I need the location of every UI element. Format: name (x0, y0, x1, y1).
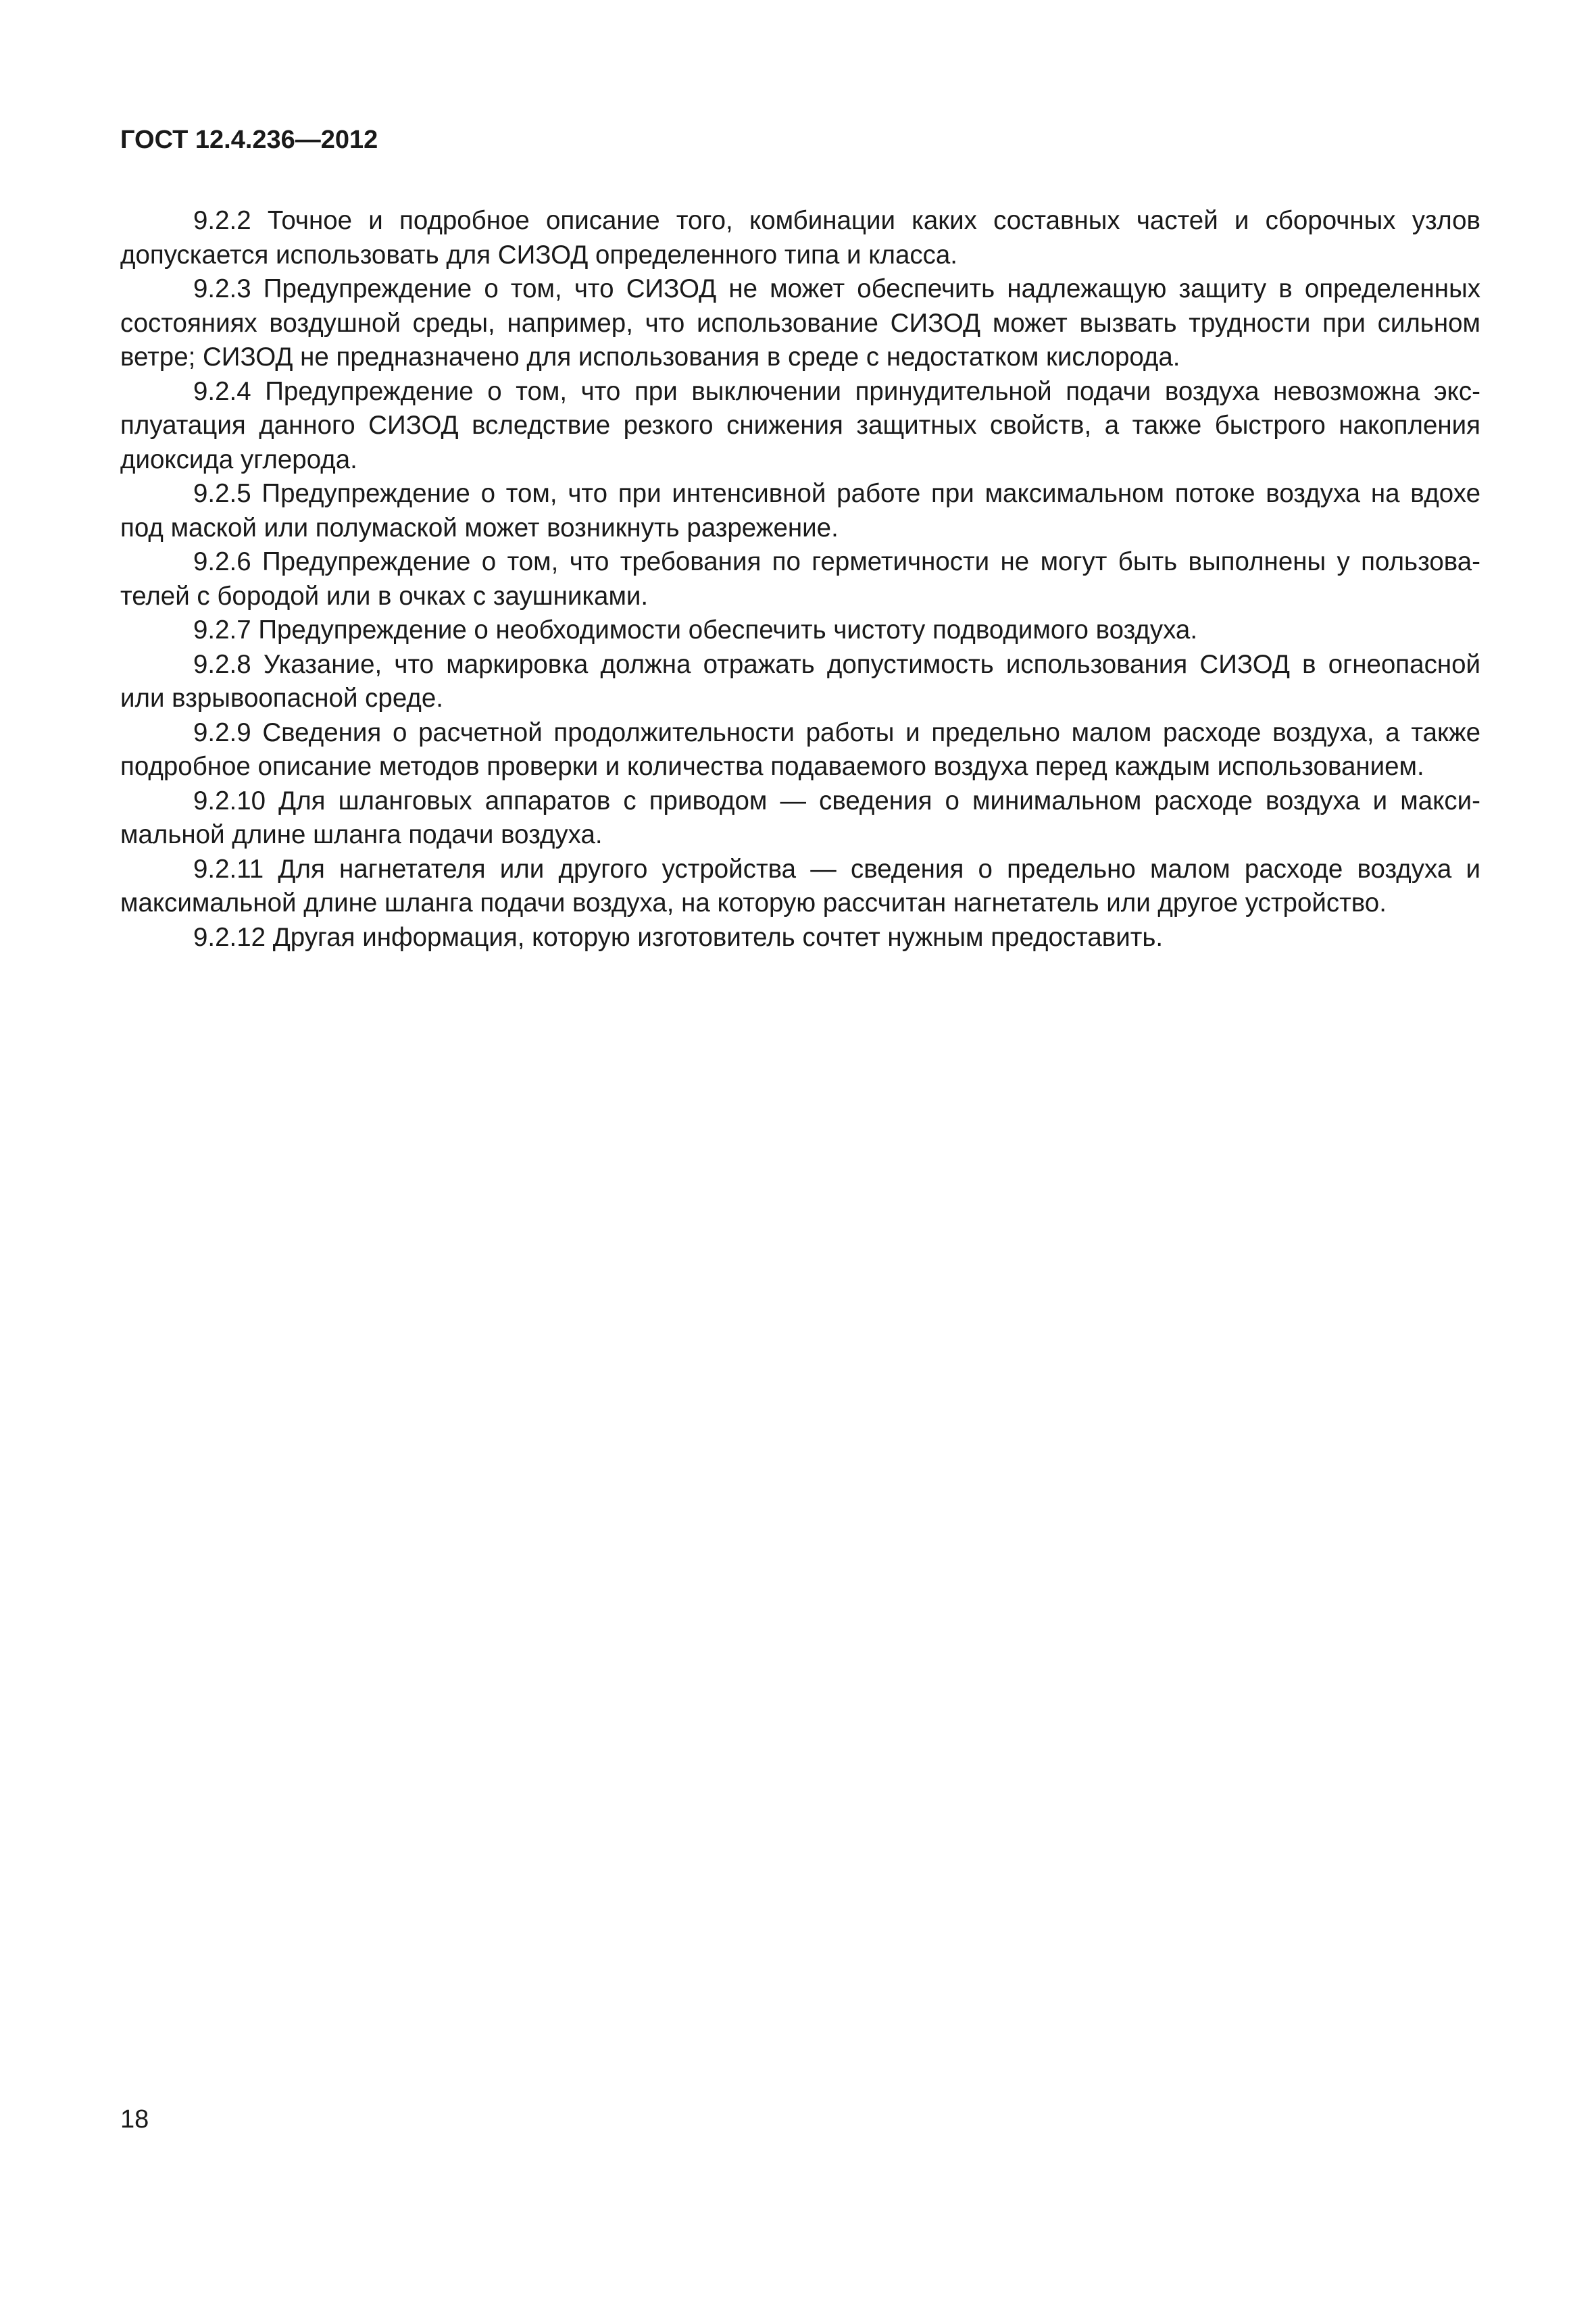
paragraph-9-2-8: 9.2.8 Указание, что маркировка должна отражать допустимость использования СИЗОД в огнеопасной или взрывоопасной среде. (120, 649, 1480, 713)
paragraph-9-2-7: 9.2.7 Предупреждение о необходимости обеспечить чистоту подводимого воздуха. (193, 615, 1198, 645)
page-number: 18 (120, 2105, 149, 2134)
paragraph-9-2-6: 9.2.6 Предупреждение о том, что требования по герметичности не могут быть выполнены у пользователей с бородой или в очках с заушниками. (120, 547, 1480, 611)
paragraph-9-2-10: 9.2.10 Для шланговых аппаратов с приводом — сведения о минимальном расходе воздуха и максимальной длине шланга подачи воздуха. (120, 786, 1480, 849)
paragraph-9-2-11: 9.2.11 Для нагнетателя или другого устройства — сведения о предельно малом расходе воздуха и максимальной длине шланга подачи воздуха, на которую рассчитан нагнетатель или другое устройство. (120, 854, 1480, 917)
paragraph-9-2-4: 9.2.4 Предупреждение о том, что при выключении принудительной подачи воздуха невозможна эксплуатация данного СИЗОД вследствие резкого снижения защитных свойств, а также быстрого накопления диоксида углерода. (120, 376, 1480, 474)
paragraph-9-2-3: 9.2.3 Предупреждение о том, что СИЗОД не может обеспечить надлежащую защиту в определенных состояниях воздушной среды, например, что использование СИЗОД может вызвать трудности при сильном ветре; СИЗОД не предназначено для использования в среде с недостатком кислорода. (120, 274, 1480, 372)
paragraph-9-2-5: 9.2.5 Предупреждение о том, что при интенсивной работе при максимальном потоке воздуха на вдохе под маской или полумаской может возникнуть разрежение. (120, 479, 1480, 543)
document-header: ГОСТ 12.4.236—2012 (120, 126, 378, 154)
paragraph-9-2-2: 9.2.2 Точное и подробное описание того, комбинации каких составных частей и сборочных узлов допускается использовать для СИЗОД определенного типа и класса. (120, 206, 1480, 270)
paragraph-9-2-9: 9.2.9 Сведения о расчетной продолжительности работы и предельно малом расходе воздуха, а также подробное описание методов проверки и количества подаваемого воздуха перед каждым использованием. (120, 718, 1480, 781)
paragraph-9-2-12: 9.2.12 Другая информация, которую изготовитель сочтет нужным предоставить. (193, 922, 1164, 952)
document-body (120, 204, 1480, 955)
